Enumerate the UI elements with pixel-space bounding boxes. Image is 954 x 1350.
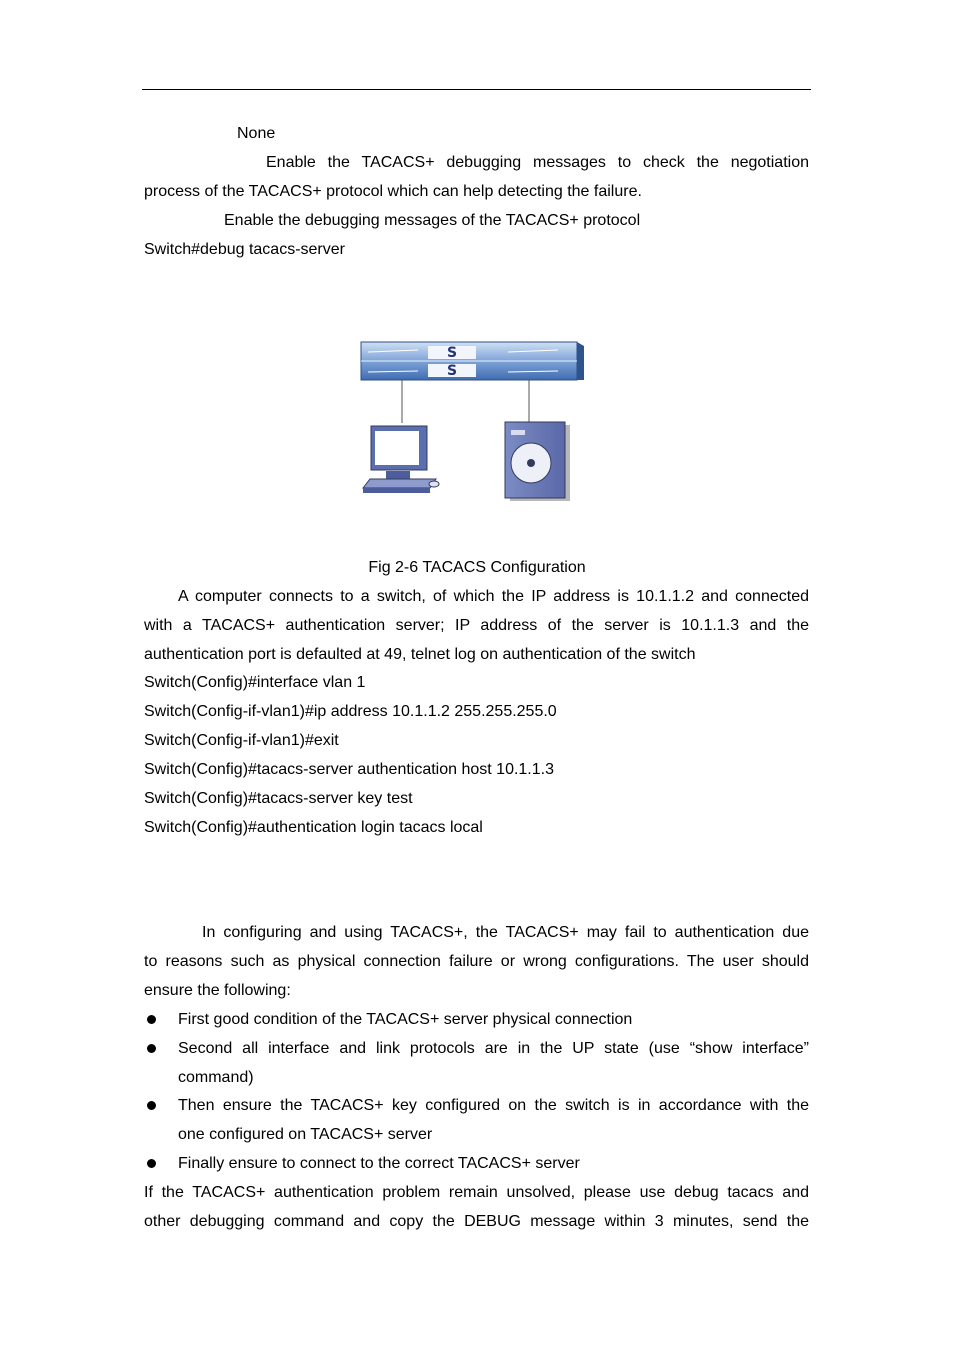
- header-rule: [142, 89, 811, 90]
- bullet-dot-icon: [147, 1015, 156, 1024]
- figure-caption: Fig 2-6 TACACS Configuration: [368, 559, 586, 576]
- computer-icon: [363, 426, 439, 493]
- bullet-dot-icon: [147, 1159, 156, 1168]
- bullet-item-continuation: one configured on TACACS+ server: [178, 1126, 433, 1143]
- config-command: Switch(Config)#tacacs-server key test: [144, 790, 413, 807]
- svg-text:S: S: [446, 345, 458, 361]
- closing-line-1: If the TACACS+ authentication problem remain unsolved, please use debug tacacs and: [144, 1184, 809, 1201]
- switch-icon: [361, 342, 584, 380]
- example-description: Enable the debugging messages of the TACACS+ protocol: [224, 212, 641, 229]
- example-text-line-1: A computer connects to a switch, of which the IP address is 10.1.1.2 and connected: [178, 588, 809, 605]
- tacacs-network-diagram: [358, 338, 588, 508]
- bullet-item: Finally ensure to connect to the correct TACACS+ server: [178, 1155, 580, 1172]
- bullet-dot-icon: [147, 1044, 156, 1053]
- example-command: Switch#debug tacacs-server: [144, 241, 345, 258]
- usage-guide-line-1: Enable the TACACS+ debugging messages to check the negotiation: [266, 154, 809, 171]
- bullet-item-continuation: command): [178, 1069, 254, 1086]
- closing-line-2: other debugging command and copy the DEBUG message within 3 minutes, send the: [144, 1213, 809, 1230]
- bullet-item: Second all interface and link protocols are in the UP state (use “show interface”: [178, 1040, 809, 1057]
- bullet-item: Then ensure the TACACS+ key configured on the switch is in accordance with the: [178, 1097, 809, 1114]
- troubleshoot-line-1: In configuring and using TACACS+, the TACACS+ may fail to authentication due: [202, 924, 809, 941]
- default-value: None: [237, 125, 276, 142]
- usage-guide-line-2: process of the TACACS+ protocol which can help detecting the failure.: [144, 183, 642, 200]
- config-command: Switch(Config-if-vlan1)#exit: [144, 732, 339, 749]
- server-icon: [505, 422, 570, 501]
- config-command: Switch(Config)#tacacs-server authentication host 10.1.1.3: [144, 761, 554, 778]
- config-command: Switch(Config-if-vlan1)#ip address 10.1.1.2 255.255.255.0: [144, 703, 557, 720]
- troubleshoot-line-2: to reasons such as physical connection failure or wrong configurations. The user should: [144, 953, 809, 970]
- example-text-line-2: with a TACACS+ authentication server; IP address of the server is 10.1.1.3 and the: [144, 617, 809, 634]
- bullet-item: First good condition of the TACACS+ server physical connection: [178, 1011, 633, 1028]
- bullet-dot-icon: [147, 1101, 156, 1110]
- config-command: Switch(Config)#interface vlan 1: [144, 674, 366, 691]
- troubleshoot-line-3: ensure the following:: [144, 982, 291, 999]
- svg-text:S: S: [446, 363, 458, 379]
- example-text-line-3: authentication port is defaulted at 49, telnet log on authentication of the switch: [144, 646, 696, 663]
- config-command: Switch(Config)#authentication login tacacs local: [144, 819, 483, 836]
